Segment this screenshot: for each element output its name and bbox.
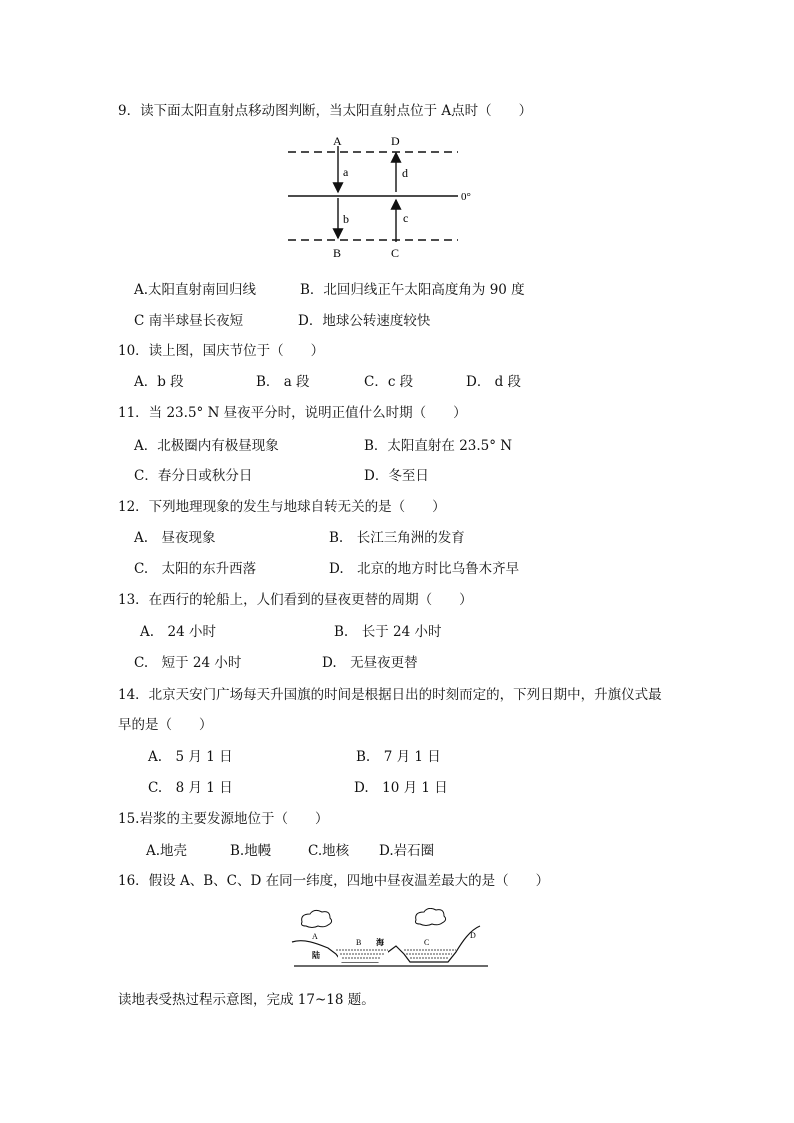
q14-stem-line2: 早的是（ ） (118, 717, 213, 733)
q16-stem: 16．假设 A、B、C、D 在同一纬度，四地中昼夜温差最大的是（ ） (118, 873, 550, 889)
q14-option-a[interactable]: A. 5 月 1 日 (148, 749, 233, 765)
q13-option-d[interactable]: D. 无昼夜更替 (322, 655, 418, 671)
land-sea-diagram (290, 908, 500, 973)
sun-direct-point-diagram (280, 130, 480, 265)
label-c: C (424, 938, 430, 947)
q13-option-b[interactable]: B. 长于 24 小时 (334, 624, 442, 640)
cloud-icon (302, 910, 332, 927)
q10-option-d[interactable]: D． d 段 (466, 374, 522, 390)
cloud-icon (416, 908, 446, 925)
q11-option-c[interactable]: C．春分日或秋分日 (134, 468, 253, 484)
q15-option-a[interactable]: A.地壳 (146, 843, 188, 859)
label-c-seg: c (403, 211, 409, 225)
q15-stem: 15.岩浆的主要发源地位于（ ） (118, 811, 329, 827)
sea-water-left (338, 950, 388, 962)
q12-option-b[interactable]: B. 长江三角洲的发育 (329, 530, 465, 546)
q13-stem: 13．在西行的轮船上，人们看到的昼夜更替的周期（ ） (118, 592, 473, 608)
q15-option-c[interactable]: C.地核 (308, 843, 350, 859)
label-d: D (470, 931, 476, 940)
q12-stem: 12．下列地理现象的发生与地球自转无关的是（ ） (118, 499, 446, 515)
q13-option-c[interactable]: C. 短于 24 小时 (134, 655, 242, 671)
q14-option-c[interactable]: C. 8 月 1 日 (148, 780, 233, 796)
q9-option-b[interactable]: B．北回归线正午太阳高度角为 90 度 (300, 282, 525, 298)
label-b-bottom: B (333, 246, 342, 260)
q12-option-c[interactable]: C. 太阳的东升西落 (134, 561, 257, 577)
q13-option-a[interactable]: A. 24 小时 (140, 624, 217, 640)
label-a-top: A (333, 134, 342, 148)
q9-stem: 9．读下面太阳直射点移动图判断，当太阳直射点位于 A点时（ ） (118, 103, 533, 119)
q10-option-c[interactable]: C．c 段 (364, 374, 414, 390)
q12-option-d[interactable]: D. 北京的地方时比乌鲁木齐早 (329, 561, 520, 577)
q14-stem-line1: 14．北京天安门广场每天升国旗的时间是根据日出的时刻而定的，下列日期中，升旗仪式最 (118, 687, 662, 703)
q14-option-d[interactable]: D. 10 月 1 日 (354, 780, 448, 796)
q15-option-b[interactable]: B.地幔 (230, 843, 272, 859)
q11-stem: 11．当 23.5° N 昼夜平分时，说明正值什么时期（ ） (118, 405, 467, 421)
q10-option-a[interactable]: A．b 段 (134, 374, 184, 390)
label-b-seg: b (343, 212, 349, 226)
label-sea: 海 (376, 938, 384, 947)
label-a-seg: a (343, 165, 349, 179)
label-d-seg: d (402, 166, 408, 180)
label-b: B (356, 938, 362, 947)
label-d-top: D (391, 134, 400, 148)
q9-option-d[interactable]: D．地球公转速度较快 (298, 313, 431, 329)
q10-option-b[interactable]: B． a 段 (256, 374, 310, 390)
q11-option-a[interactable]: A．北极圈内有极昼现象 (134, 438, 279, 454)
q15-option-d[interactable]: D.岩石圈 (379, 843, 435, 859)
q14-option-b[interactable]: B. 7 月 1 日 (356, 749, 441, 765)
q11-option-d[interactable]: D．冬至日 (364, 468, 429, 484)
q9-option-a[interactable]: A.太阳直射南回归线 (134, 282, 257, 298)
label-c-bottom: C (391, 246, 400, 260)
q12-option-a[interactable]: A. 昼夜现象 (134, 530, 216, 546)
q10-stem: 10．读上图，国庆节位于（ ） (118, 343, 325, 359)
instruction-17-18: 读地表受热过程示意图，完成 17~18 题。 (118, 992, 375, 1008)
q11-option-b[interactable]: B．太阳直射在 23.5° N (364, 438, 513, 454)
q9-option-c[interactable]: C 南半球昼长夜短 (134, 313, 244, 329)
label-equator: 0° (461, 191, 471, 203)
label-land: 陆 (312, 951, 320, 960)
label-a: A (312, 932, 318, 941)
